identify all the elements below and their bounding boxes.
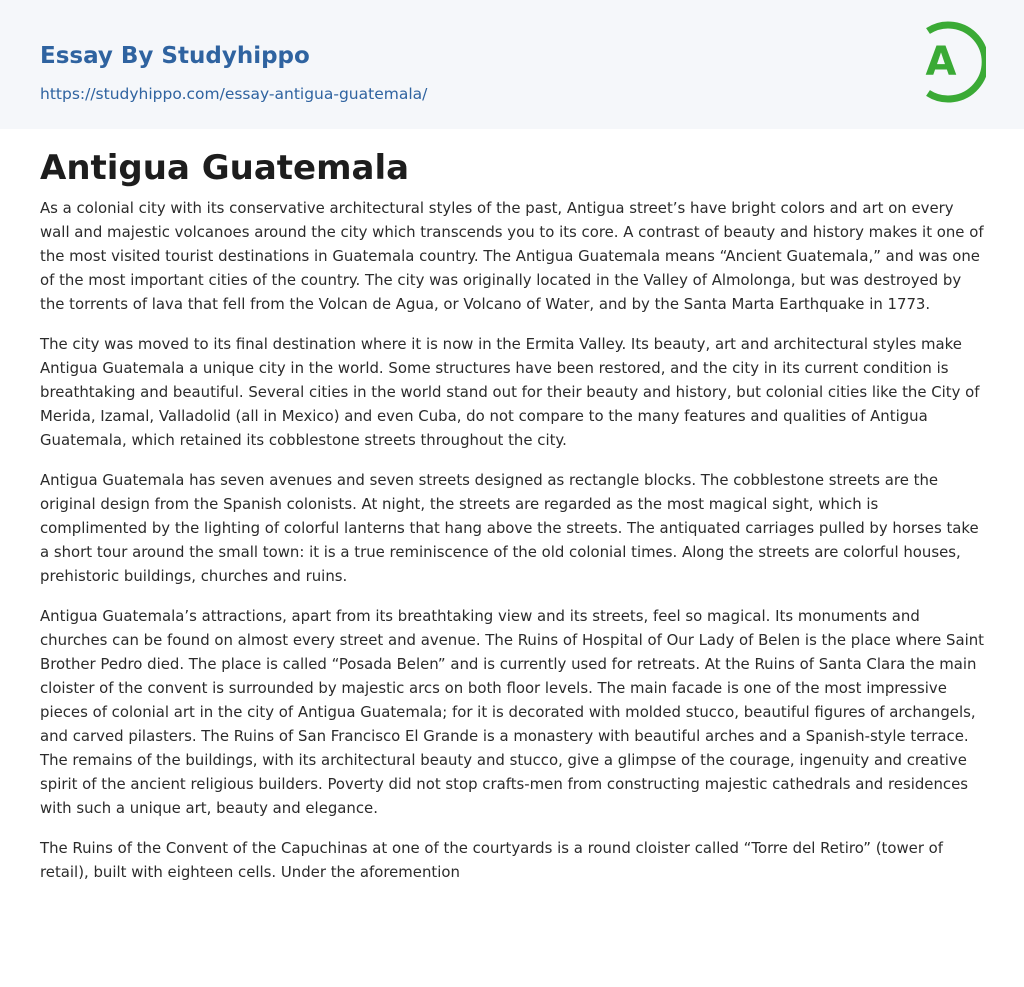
site-brand[interactable]: Essay By Studyhippo — [40, 43, 310, 69]
article-paragraph-1: As a colonial city with its conservative architectural styles of the past, Antigua street’s have bright colors and art on every wall and majestic volcanoes around the city which transcends you to its core. A contrast of beauty and history makes it one of the most visited tourist destinations in Guatemala country. The Antigua Guatemala means “Ancient Guatemala,” and was one of the most important cities of the country. The city was originally located in the Valley of Almolonga, but was destroyed by the torrents of lava that fell from the Volcan de Agua, or Volcano of Water, and by the Santa Marta Earthquake in 1773. — [40, 199, 984, 313]
article-paragraph-5: The Ruins of the Convent of the Capuchinas at one of the courtyards is a round cloister called “Torre del Retiro” (tower of retail), built with eighteen cells. Under the aforemention — [40, 839, 944, 881]
essay-url-link[interactable]: https://studyhippo.com/essay-antigua-guatemala/ — [40, 85, 428, 103]
article-paragraph-4: Antigua Guatemala’s attractions, apart from its breathtaking view and its streets, feel so magical. Its monuments and churches can be found on almost every street and avenue. The Ruins of Hospital of Our Lady of Belen is the place where Saint Brother Pedro died. The place is called “Posada Belen” and is currently used for retreats. At the Ruins of Santa Clara the main cloister of the convent is surrounded by majestic arcs on both floor levels. The main facade is one of the most impressive pieces of colonial art in the city of Antigua Guatemala; for it is decorated with molded stucco, beautiful figures of archangels, and carved pilasters. The Ruins of San Francisco El Grande is a monastery with beautiful arches and a Spanish-style terrace. The remains of the buildings, with its architectural beauty and stucco, give a glimpse of the courage, ingenuity and creative spirit of the ancient religious builders. Poverty did not stop crafts-men from constructing majestic cathedrals and residences with such a unique art, beauty and elegance. — [40, 607, 984, 817]
article-paragraph-3: Antigua Guatemala has seven avenues and seven streets designed as rectangle blocks. The cobblestone streets are the original design from the Spanish colonists. At night, the streets are regarded as the most magical sight, which is complimented by the lighting of colorful lanterns that hang above the streets. The antiquated carriages pulled by horses take a short tour around the small town: it is a true reminiscence of the old colonial times. Along the streets are colorful houses, prehistoric buildings, churches and ruins. — [40, 471, 979, 585]
logo-letter: A — [925, 39, 957, 85]
article — [40, 140, 984, 900]
article-paragraph-2: The city was moved to its final destination where it is now in the Ermita Valley. Its beauty, art and architectural styles make Antigua Guatemala a unique city in the world. Some structures have been restored, and the city in its current condition is breathtaking and beautiful. Several cities in the world stand out for their beauty and history, but colonial cities like the City of Merida, Izamal, Valladolid (all in Mexico) and even Cuba, do not compare to the many features and qualities of Antigua Guatemala, which retained its cobblestone streets throughout the city. — [40, 335, 980, 449]
site-header — [0, 0, 1024, 129]
page-title: Antigua Guatemala — [40, 148, 410, 188]
studyhippo-logo-icon[interactable] — [912, 19, 986, 105]
